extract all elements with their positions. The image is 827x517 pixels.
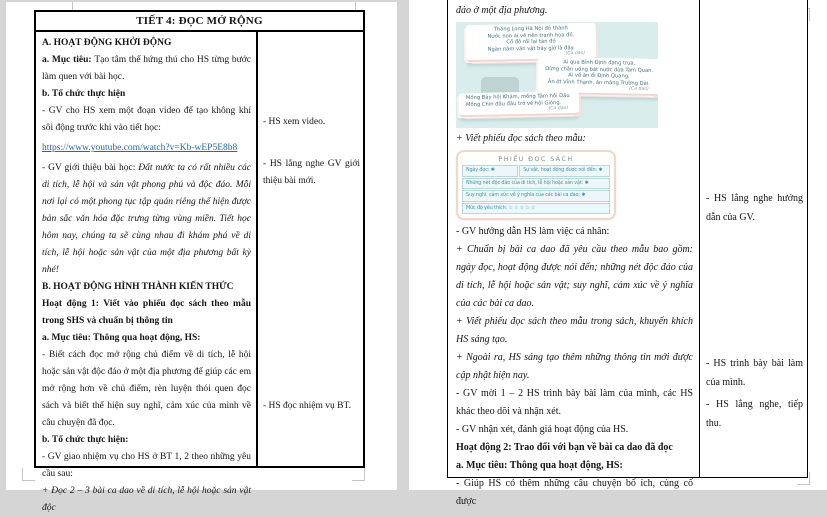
objective-hd2-body: - Giúp HS có thêm những câu chuyện bổ ích, củng cố được: [456, 478, 693, 508]
hs-note-read-task: - HS đọc nhiệm vụ BT.: [263, 401, 351, 411]
student-activities-column: [700, 0, 807, 477]
objective-hd2-heading: a. Mục tiêu: Thông qua hoạt động, HS:: [456, 460, 623, 472]
hs-note-watch-video: - HS xem video.: [263, 117, 326, 127]
heading-activity-b: B. HOẠT ĐỘNG HÌNH THÀNH KIẾN THỨC: [42, 282, 234, 292]
teacher-activities-column: [448, 0, 700, 508]
table-title: TIẾT 4: ĐỌC MỞ RỘNG: [36, 12, 363, 32]
poem-credit: (Ca dao): [565, 51, 586, 57]
gv-task-read-cadao: + Đọc 2 – 3 bài ca dao về di tích, lễ hội hoặc sản vật độc: [42, 486, 251, 513]
youtube-link-paragraph: [42, 140, 251, 157]
card-cell-subject: Sự vật, hoạt động được nói đến: ✱: [519, 165, 610, 177]
objective-hd1-body: - Biết cách đọc mở rộng chủ điểm về di tích, lễ hội hoặc sản vật độc đáo ở một địa phương để giúp các em mở rộng hơn về chủ điểm, rèn luyện thói quen đọc sách và biết thể hiện suy nghĩ, cảm xúc của mình về câu chuyện đã đọc.: [42, 350, 251, 428]
hs-note-present-work: - HS trình bày bài làm của mình.: [706, 358, 803, 388]
document-page-right: [409, 0, 827, 508]
gv-individual-work: - GV hướng dẫn HS làm việc cá nhân:: [456, 226, 610, 238]
teacher-activities-column: [36, 32, 258, 513]
lesson-plan-table: [34, 10, 365, 513]
open-book-poem-3: Mồng Bảy hội Khám, mồng Tám hội Dâu Mồng Chín đâu đâu trở về hội Gióng. (Ca dao): [459, 91, 579, 118]
heading-organize-a: b. Tổ chức thực hiện: [42, 89, 126, 99]
youtube-link[interactable]: https://www.youtube.com/watch?v=Kb-wEP5E8b8: [42, 143, 238, 153]
table-body-row: [36, 32, 363, 513]
text-boundary-mark: [22, 468, 35, 481]
hs-note-listen-guidance: - HS lắng nghe hướng dẫn của GV.: [706, 193, 803, 223]
gv-video-instruction: - GV cho HS xem một đoạn video để tạo không khí sôi động trước khi vào tiết học:: [42, 106, 251, 133]
student-activities-column: [258, 32, 363, 466]
table-body-row: [448, 0, 807, 508]
gv-task-write-card: + Viết phiếu đọc sách theo mẫu:: [456, 133, 586, 144]
hs-note-listen-intro: - HS lắng nghe GV giới thiệu bài mới.: [263, 159, 360, 186]
gv-assignment: - GV giao nhiệm vụ cho HS ở BT 1, 2 theo những yêu cầu sau:: [42, 452, 251, 479]
cadao-illustration: [456, 22, 658, 128]
heading-activity-a: A. HOẠT ĐỘNG KHỞI ĐỘNG: [42, 38, 172, 48]
heading-organize-hd1: b. Tổ chức thực hiện:: [42, 435, 129, 445]
card-cell-rating-stars: Mức độ yêu thích: ☆ ☆ ☆ ☆ ☆: [462, 203, 610, 215]
open-book-poem-2: Ai qua Bình Định đang trưa, Dừng chân uống bát nước dừa Tam Quan. Ai về ăn ổi Định Quang, Ăn ớt Vĩnh Thạnh, ăn măng Trường Dài. (Ca dao): [538, 57, 658, 96]
gv-task-continuation: đảo ở một địa phương.: [456, 5, 548, 16]
document-page-left: [6, 2, 397, 513]
poem-credit: (Ca dao): [629, 86, 649, 93]
heading-hd2: Hoạt động 2: Trao đổi với bạn về bài ca dao đã đọc: [456, 442, 673, 454]
reading-card: [456, 150, 616, 220]
gv-invite-present: - GV mời 1 – 2 HS trình bày bài làm của mình, các HS khác theo dõi và nhận xét.: [456, 388, 693, 418]
poem-credit: (Ca dao): [548, 106, 569, 112]
gv-write-card-creative: + Viết phiếu đọc sách theo mẫu trong sách, khuyến khích HS sáng tạo.: [456, 316, 693, 346]
open-book-poem-1: Thăng Long Hà Nội đô thành Nước non ai vẽ nên tranh họa đồ. Cố đô rồi lại tân đô Ngàn năm văn vật bây giờ là đây. (Ca dao): [466, 23, 597, 63]
reading-card-title: PHIẾU ĐỌC SÁCH: [498, 155, 574, 163]
text-boundary-mark: [352, 468, 365, 481]
card-cell-date: Ngày đọc: ✱: [462, 165, 518, 177]
heading-hd1: Hoạt động 1: Viết vào phiếu đọc sách theo mẫu trong SHS và chuẩn bị thông tin: [42, 299, 251, 326]
objective-a: a. Mục tiêu: Tạo tâm thế hứng thú cho HS từng bước làm quen với bài học.: [42, 55, 251, 82]
hs-note-listen-absorb: - HS lắng nghe, tiếp thu.: [706, 399, 803, 429]
objective-hd1-heading: a. Mục tiêu: Thông qua hoạt động, HS:: [42, 333, 201, 343]
card-cell-unique-features: Những nét độc đáo của di tích, lễ hội hoặc sản vật: ✱: [462, 178, 610, 190]
gv-lesson-introduction: - GV giới thiệu bài học: Đất nước ta có rất nhiều các di tích, lễ hội và sản vật phong phú và độc đáo. Mỗi nơi lại có một phong tục tập quán riêng thể hiện được bản sắc văn hóa đặc trưng từng vùng miền. Tiết học hôm nay, chúng ta sẽ cùng nhau đi khám phá về di tích, lễ hội hoặc sản vật của một địa phương bất kỳ nhé!: [42, 163, 251, 275]
card-cell-thoughts: Suy nghĩ, cảm xúc về ý nghĩa của các bài ca dao: ✱: [462, 190, 610, 202]
gv-prepare-cadao: + Chuẩn bị bài ca dao đã yêu cầu theo mẫu bao gồm: ngày đọc, hoạt động được nói đến; những nét độc đáo của di tích, lễ hội hoặc sản vật; suy nghĩ, cảm xúc về ý nghĩa của các bài ca dao.: [456, 244, 693, 310]
lesson-plan-table-continued: [447, 0, 808, 508]
gv-extra-info: + Ngoài ra, HS sáng tạo thêm những thông tin mới được cập nhật hiện nay.: [456, 352, 693, 382]
gv-evaluate: - GV nhận xét, đánh giá hoạt động của HS.: [456, 424, 629, 436]
